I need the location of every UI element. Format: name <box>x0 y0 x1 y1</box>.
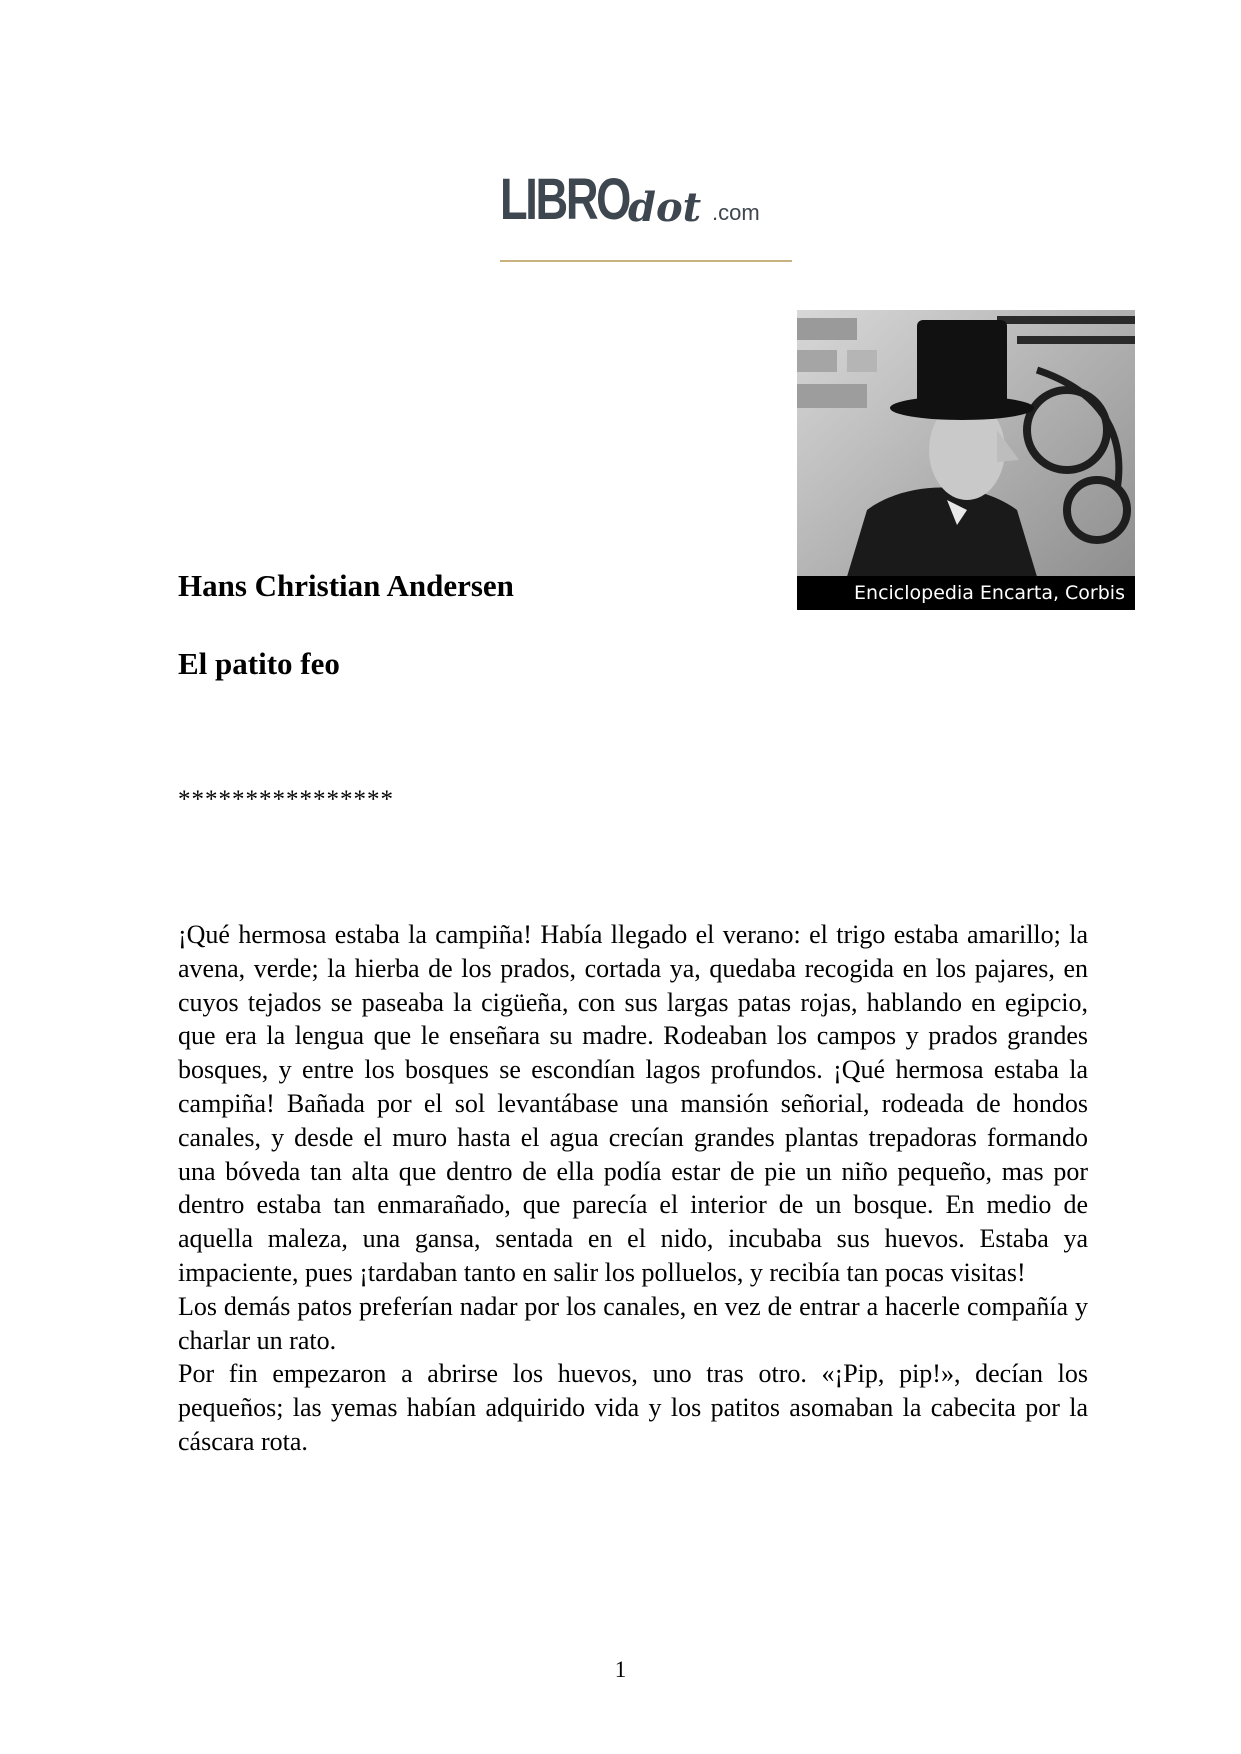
librodot-logo <box>500 168 792 266</box>
story-body <box>178 918 1088 1459</box>
photo-caption: Enciclopedia Encarta, Corbis <box>797 576 1135 610</box>
paragraph: Los demás patos preferían nadar por los canales, en vez de entrar a hacerle compañía y charlar un rato. <box>178 1291 1088 1355</box>
story-title: El patito feo <box>178 646 340 681</box>
logo-underline <box>500 260 792 262</box>
logo-libro-text: LIBRO <box>500 167 630 232</box>
portrait-illustration <box>797 310 1135 610</box>
logo-dot-text: dot <box>628 184 702 231</box>
author-name: Hans Christian Andersen <box>178 568 514 603</box>
paragraph: Por fin empezaron a abrirse los huevos, uno tras otro. «¡Pip, pip!», decían los pequeños; las yemas habían adquirido vida y los patitos asomaban la cabecita por la cáscara rota. <box>178 1359 1088 1456</box>
logo-com-text: .com <box>712 200 760 225</box>
paragraph: ¡Qué hermosa estaba la campiña! Había llegado el verano: el trigo estaba amarillo; la avena, verde; la hierba de los prados, cortada ya, quedaba recogida en los pajares, en cuyos tejados se paseaba la cigüeña, con sus largas patas rojas, hablando en egipcio, que era la lengua que le enseñara su madre. Rodeaban los campos y prados grandes bosques, y entre los bosques se escondían lagos profundos. ¡Qué hermosa estaba la campiña! Bañada por el sol levantábase una mansión señorial, rodeada de hondos canales, y desde el muro hasta el agua crecían grandes plantas trepadoras formando una bóveda tan alta que dentro de ella podía estar de pie un niño pequeño, mas por dentro estaba tan enmarañado, que parecía el interior de un bosque. En medio de aquella maleza, una gansa, sentada en el nido, incubaba sus huevos. Estaba ya impaciente, pues ¡tardaban tanto en salir los polluelos, y recibía tan pocas visitas! <box>178 920 1088 1287</box>
separator-stars: **************** <box>178 786 394 813</box>
page-number: 1 <box>614 1657 627 1682</box>
author-portrait-photo <box>797 310 1135 610</box>
